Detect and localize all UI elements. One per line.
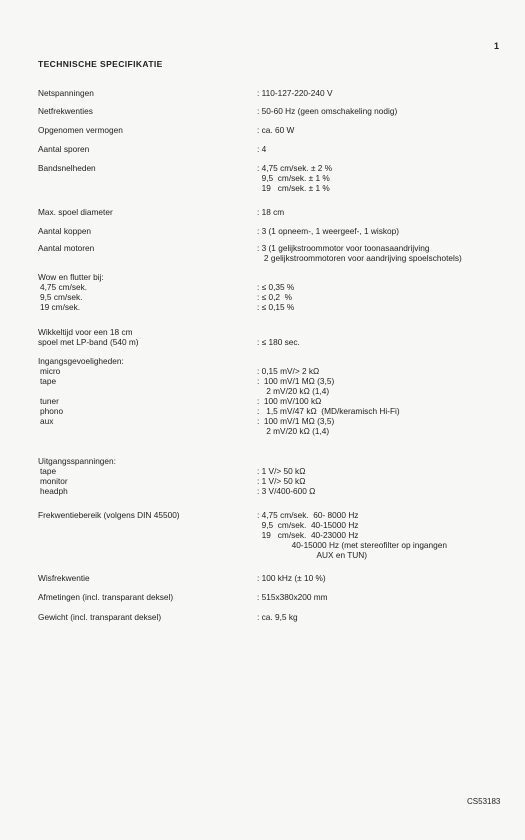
spec-label-line: Bandsnelheden	[38, 163, 96, 173]
spec-value-line: : 100 mV/1 MΩ (3,5)	[257, 376, 335, 386]
spec-label-line: Gewicht (incl. transparant deksel)	[38, 612, 162, 622]
spec-value-line: 9,5 cm/sek. ± 1 %	[257, 173, 330, 183]
spec-label-line: aux	[40, 416, 54, 426]
spec-label-line: monitor	[40, 476, 68, 486]
spec-label	[38, 163, 248, 173]
spec-value-line: 2 mV/20 kΩ (1,4)	[257, 426, 330, 436]
spec-label	[38, 207, 248, 217]
spec-value-line: : 100 mV/1 MΩ (3,5)	[257, 416, 335, 426]
spec-label	[38, 243, 248, 253]
spec-value-line: : ≤ 0,15 %	[257, 302, 295, 312]
spec-label	[38, 226, 248, 236]
spec-value	[257, 144, 517, 154]
spec-label	[38, 573, 248, 583]
spec-label	[38, 510, 248, 520]
spec-label-line: Uitgangsspanningen:	[38, 456, 116, 466]
spec-value-line: : 3 (1 gelijkstroommotor voor toonasaandrijving	[257, 243, 430, 253]
spec-value-line: : 50-60 Hz (geen omschakeling nodig)	[257, 106, 398, 116]
spec-value	[257, 207, 517, 217]
spec-value-line	[257, 456, 517, 466]
spec-label-line	[38, 386, 248, 396]
spec-label	[38, 144, 248, 154]
spec-value	[257, 272, 517, 312]
spec-label-line: Aantal motoren	[38, 243, 95, 253]
spec-label	[38, 272, 248, 312]
document-code: CS53183	[467, 797, 501, 806]
spec-value-line: : 4	[257, 144, 267, 154]
spec-label-line: Wikkeltijd voor een 18 cm	[38, 327, 133, 337]
spec-value-line: : 110-127-220-240 V	[257, 88, 333, 98]
spec-label-line: tape	[40, 376, 57, 386]
spec-label-line: tuner	[40, 396, 59, 406]
spec-value	[257, 510, 517, 560]
spec-value-line: : 1 V/> 50 kΩ	[257, 476, 306, 486]
spec-label	[38, 456, 248, 496]
spec-value-line: : 18 cm	[257, 207, 285, 217]
spec-label-line: Ingangsgevoeligheden:	[38, 356, 124, 366]
spec-value-line	[257, 327, 517, 337]
spec-value	[257, 243, 517, 263]
spec-value-line: : 4,75 cm/sek. ± 2 %	[257, 163, 333, 173]
spec-value	[257, 612, 517, 622]
spec-value-line: : 515x380x200 mm	[257, 592, 328, 602]
spec-label	[38, 125, 248, 135]
page-number: 1	[494, 41, 500, 51]
spec-value	[257, 573, 517, 583]
page-title: TECHNISCHE SPECIFIKATIE	[38, 59, 163, 69]
spec-label-line: 4,75 cm/sek.	[40, 282, 88, 292]
spec-value	[257, 88, 517, 98]
spec-value-line: AUX en TUN)	[257, 550, 368, 560]
spec-value-line: : 4,75 cm/sek. 60- 8000 Hz	[257, 510, 359, 520]
spec-value	[257, 356, 517, 436]
spec-value-line: 19 cm/sek. ± 1 %	[257, 183, 330, 193]
spec-label-line: Opgenomen vermogen	[38, 125, 123, 135]
spec-label	[38, 327, 248, 347]
spec-value	[257, 125, 517, 135]
spec-label-line: 9,5 cm/sek.	[40, 292, 83, 302]
spec-value-line: : ca. 60 W	[257, 125, 295, 135]
spec-label-line: Wisfrekwentie	[38, 573, 90, 583]
spec-label-line: Max. spoel diameter	[38, 207, 113, 217]
spec-value-line	[257, 272, 517, 282]
spec-label-line: spoel met LP-band (540 m)	[38, 337, 139, 347]
spec-label-line: Aantal sporen	[38, 144, 90, 154]
spec-label-line: Netfrekwenties	[38, 106, 93, 116]
spec-value-line: 19 cm/sek. 40-23000 Hz	[257, 530, 359, 540]
spec-value-line: : 100 mV/100 kΩ	[257, 396, 322, 406]
spec-value	[257, 226, 517, 236]
spec-value-line: : ≤ 0,35 %	[257, 282, 295, 292]
spec-value-line: : ≤ 180 sec.	[257, 337, 300, 347]
spec-value-line: : 100 kHz (± 10 %)	[257, 573, 326, 583]
spec-label-line: phono	[40, 406, 64, 416]
spec-value	[257, 163, 517, 193]
spec-label-line: tape	[40, 466, 57, 476]
spec-label-line: Aantal koppen	[38, 226, 92, 236]
spec-value-line	[257, 356, 517, 366]
spec-value	[257, 327, 517, 347]
spec-value-line: 2 gelijkstroommotoren voor aandrijving spoelschotels)	[257, 253, 462, 263]
spec-label	[38, 106, 248, 116]
spec-label	[38, 612, 248, 622]
spec-label	[38, 356, 248, 426]
spec-value-line: : 1,5 mV/47 kΩ (MD/keramisch Hi-Fi)	[257, 406, 400, 416]
spec-value-line: : ca. 9,5 kg	[257, 612, 298, 622]
spec-label-line: Frekwentiebereik (volgens DIN 45500)	[38, 510, 180, 520]
spec-value	[257, 456, 517, 496]
spec-label-line: Netspanningen	[38, 88, 94, 98]
spec-label-line: micro	[40, 366, 61, 376]
spec-label-line: headph	[40, 486, 68, 496]
spec-value	[257, 106, 517, 116]
spec-label	[38, 592, 248, 602]
spec-label	[38, 88, 248, 98]
spec-value-line: : 3 (1 opneem-, 1 weergeef-, 1 wiskop)	[257, 226, 400, 236]
spec-value-line: : 1 V/> 50 kΩ	[257, 466, 306, 476]
spec-label-line: Wow en flutter bij:	[38, 272, 104, 282]
spec-value-line: : ≤ 0,2 %	[257, 292, 292, 302]
spec-value-line: : 3 V/400-600 Ω	[257, 486, 316, 496]
spec-value-line: 40-15000 Hz (met stereofilter op ingangen	[257, 540, 448, 550]
spec-label-line: 19 cm/sek.	[40, 302, 81, 312]
spec-value-line: : 0,15 mV/> 2 kΩ	[257, 366, 320, 376]
spec-label-line: Afmetingen (incl. transparant deksel)	[38, 592, 174, 602]
spec-value-line: 9,5 cm/sek. 40-15000 Hz	[257, 520, 359, 530]
spec-value-line: 2 mV/20 kΩ (1,4)	[257, 386, 330, 396]
spec-value	[257, 592, 517, 602]
